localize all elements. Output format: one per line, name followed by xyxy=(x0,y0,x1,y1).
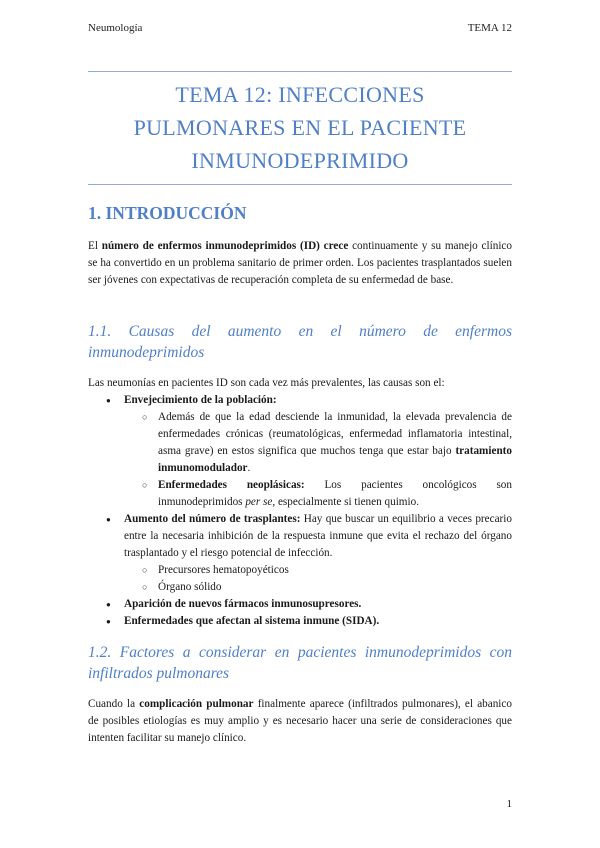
intro-text-post: continuamente y su manejo clínico se ha convertido en un problema sanitario de primer orden. Los pacientes trasplantados suelen ser jóvenes con expectativas de recuperación completa de su enfermedad de base. xyxy=(88,240,512,286)
list-item xyxy=(88,511,512,596)
title-rule-top xyxy=(88,71,512,72)
header-topic: TEMA 12 xyxy=(467,22,512,34)
section-heading-introduccion: 1. INTRODUCCIÓN xyxy=(88,203,247,223)
factores-text-pre: Cuando la xyxy=(88,698,140,710)
intro-paragraph xyxy=(88,238,512,289)
sub-list-item-italic: per se xyxy=(245,496,273,508)
subsection-heading-factores-line-2: infiltrados pulmonares xyxy=(88,665,230,682)
list-item xyxy=(88,596,512,613)
intro-text-pre: El xyxy=(88,240,102,252)
subsection-heading-causas-line-1: 1.1. Causas del aumento en el número de enfermos xyxy=(88,323,512,340)
sub-list-item-end: . xyxy=(247,462,251,474)
title-line-2: PULMONARES EN EL PACIENTE xyxy=(133,115,467,140)
factores-paragraph xyxy=(88,696,512,747)
sub-list-item-text: Los pacientes oncológicos son inmunodeprimidos xyxy=(158,479,512,508)
sub-list-item xyxy=(124,409,512,477)
list-item-label: Aparición de nuevos fármacos inmunosupresores. xyxy=(124,598,362,610)
subsection-heading-factores xyxy=(88,642,512,684)
sub-list-item: ○ Órgano sólido xyxy=(124,579,512,596)
list-item-label: Enfermedades que afectan al sistema inmune (SIDA). xyxy=(124,615,380,627)
page-number: 1 xyxy=(506,798,512,810)
sub-list xyxy=(124,562,512,596)
title-rule-bottom xyxy=(88,184,512,185)
sub-list-item-end: , especialmente si tienen quimio. xyxy=(272,496,419,508)
list-item-label: Envejecimiento de la población: xyxy=(124,394,277,406)
list-item-text: Hay que buscar un equilibrio a veces precario entre la necesaria inhibición de la respuesta inmune que evita el rechazo del órgano trasplantado y el riesgo potencial de infección. xyxy=(124,513,512,559)
list-item-label: Aumento del número de trasplantes: xyxy=(124,513,301,525)
sub-list-item-text: Además de que la edad desciende la inmunidad, la elevada prevalencia de enfermedades crónicas (reumatológicas, enfermedad inflamatoria intestinal, asma grave) en estos significa que muchos tenga que estar bajo xyxy=(158,411,512,457)
header-subject: Neumología xyxy=(88,22,143,34)
title-line-3: INMUNODEPRIMIDO xyxy=(191,148,409,173)
intro-text-bold: número de enfermos inmunodeprimidos (ID) crece xyxy=(101,240,349,252)
subsection-heading-causas-line-2: inmunodeprimidos xyxy=(88,344,205,361)
causas-lead: Las neumonías en pacientes ID son cada vez más prevalentes, las causas son el: xyxy=(88,377,445,389)
causas-list xyxy=(88,392,512,630)
page-title xyxy=(88,78,512,177)
list-item xyxy=(88,613,512,630)
sub-list-item-bold: Enfermedades neoplásicas: xyxy=(158,479,305,491)
subsection-heading-causas xyxy=(88,321,512,363)
sub-list-item: ○ Precursores hematopoyéticos xyxy=(124,562,512,579)
sub-list-item xyxy=(124,477,512,511)
list-item xyxy=(88,392,512,511)
sub-list xyxy=(124,409,512,511)
factores-text-bold: complicación pulmonar xyxy=(139,698,254,710)
factores-text-post: finalmente aparece (infiltrados pulmonares), el abanico de posibles etiologías es muy amplio y es necesario hacer una serie de consideraciones que intenten facilitar su manejo clínico. xyxy=(88,698,512,744)
sub-list-item-bold: tratamiento inmunomodulador xyxy=(158,445,512,474)
subsection-heading-factores-line-1: 1.2. Factores a considerar en pacientes inmunodeprimidos con xyxy=(88,644,512,661)
title-line-1: TEMA 12: INFECCIONES xyxy=(175,82,425,107)
